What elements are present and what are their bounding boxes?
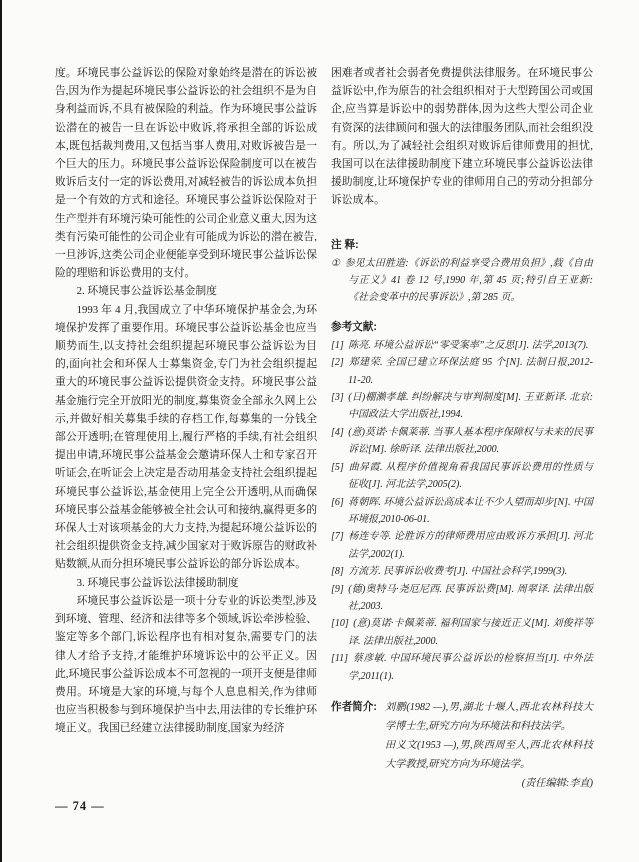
reference-text: (日)棚濑孝雄. 纠纷解决与审判制度[M]. 王亚新译. 北京:中国政法大学出版社,1994. <box>348 392 593 421</box>
reference-text: 杨连专等. 论胜诉方的律师费用应由败诉方承担[J]. 河北法学,2002(1). <box>348 531 593 560</box>
reference-marker: [2] <box>331 357 344 369</box>
reference-marker: [8] <box>331 566 344 578</box>
reference-item <box>331 424 593 459</box>
two-column-text <box>55 64 592 793</box>
author-bio-entries <box>385 698 593 793</box>
reference-text: 方流芳. 民事诉讼收费考[J]. 中国社会科学,1999(3). <box>348 566 568 578</box>
reference-marker: [7] <box>331 531 344 543</box>
page-number: — 74 — <box>55 799 105 813</box>
reference-item <box>331 337 593 354</box>
reference-marker: [6] <box>331 496 344 508</box>
reference-text: 蔡彦敏. 中国环境民事公益诉讼的检察担当[J]. 中外法学,2011(1). <box>348 653 593 682</box>
references-section <box>331 318 593 685</box>
reference-item <box>331 389 593 424</box>
reference-text: 郑建荣. 全国已建立环保法庭 95 个[N]. 法制日报,2012-11-20. <box>348 357 593 386</box>
reference-text: 曲昇霞. 从程序价值视角看我国民事诉讼费用的性质与征收[J]. 河北法学,2005(2). <box>348 461 593 491</box>
body-paragraph: 困难者或者社会弱者免费提供法律服务。在环境民事公益诉讼中,作为原告的社会组织相对于大型跨国公司或国企,应当算是诉讼中的弱势群体,因为这些大型公司企业有资深的法律顾问和强大的法律服务团队,而社会组织没有。所以,为了减轻社会组织对败诉后律师费用的担忧,我国可以在法律援助制度下建立环境民事公益诉讼法律援助制度,让环境保护专业的律师用自己的劳动分担部分诉讼成本。 <box>331 67 593 207</box>
reference-item <box>331 494 593 529</box>
reference-item <box>331 615 593 650</box>
notes-heading: 注 释: <box>331 238 359 251</box>
editor-note: (责任编辑:李直) <box>521 777 593 789</box>
reference-item <box>331 354 593 389</box>
reference-text: (意)莫诺·卡佩莱蒂. 当事人基本程序保障权与未来的民事诉讼[M]. 徐昕译. 法律出版社,2000. <box>348 426 593 456</box>
author-bio-label: 作者简介: <box>331 700 377 713</box>
note-marker: ① <box>331 257 341 269</box>
left-column <box>55 64 317 793</box>
reference-item <box>331 459 593 494</box>
author-bio-entry: 刘鹏(1982 —),男,湖北十堰人,西北农林科技大学博士生,研究方向为环境法和科技法学。 <box>385 701 593 732</box>
author-bio-section <box>331 698 593 793</box>
reference-text: 蒋朝晖. 环境公益诉讼高成本让不少人望而却步[N]. 中国环境报,2010-06-01. <box>348 496 593 525</box>
reference-marker: [1] <box>331 339 344 351</box>
reference-text: (德)奥特马·尧厄尼西. 民事诉讼费[M]. 周翠译. 法律出版社,2003. <box>348 583 593 612</box>
reference-marker: [11] <box>331 653 349 665</box>
reference-marker: [9] <box>331 583 344 595</box>
reference-marker: [3] <box>331 392 344 404</box>
notes-section <box>331 236 593 307</box>
reference-item <box>331 650 593 685</box>
reference-text: 陈亮. 环境公益诉讼“零受案率”之反思[J]. 法学,2013(7). <box>348 339 589 351</box>
reference-marker: [4] <box>331 426 344 438</box>
author-bio-entry: 田义文(1953 —),男,陕西周至人,西北农林科技大学教授,研究方向为环境法学。 <box>385 739 593 770</box>
reference-item <box>331 581 593 616</box>
note-text: 参见太田胜造:《诉讼的利益享受合费用负担》,载《自由与正义》41 卷 12 号,1990 年,第 45 页;特引自王亚新:《社会变革中的民事诉讼》,第 285 页。 <box>344 257 593 304</box>
reference-item <box>331 563 593 580</box>
section-heading: 2. 环境民事公益诉讼基金制度 <box>76 285 217 298</box>
note-item <box>331 255 593 307</box>
reference-text: (意)莫诺·卡佩莱蒂. 福利国家与接近正义[M]. 刘俊祥等译. 法律出版社,2000. <box>348 618 593 647</box>
reference-item <box>331 528 593 563</box>
references-heading: 参考文献: <box>331 320 377 333</box>
body-paragraph: 度。环境民事公益诉讼的保险对象始终是潜在的诉讼被告,因为作为提起环境民事公益诉讼的社会组织不是为自身利益而诉,不具有被保险的利益。作为环境民事公益诉讼潜在的被告一旦在诉讼中败诉,将承担全部的诉讼成本,既包括裁判费用,又包括当事人费用,对败诉被告是一个巨大的压力。环境民事公益诉讼保险制度可以在被告败诉后支付一定的诉讼费用,对减轻被告的诉讼成本负担是一个有效的方式和途径。环境民事公益诉讼保险对于生产型并有环境污染可能性的公司企业意义重大,因为这类有污染可能性的公司企业有可能成为诉讼的潜在被告,一旦涉诉,这类公司企业便能享受到环境民事公益诉讼保险的理赔和诉讼费用的支付。 <box>55 67 317 280</box>
body-paragraph: 环境民事公益诉讼是一项十分专业的诉讼类型,涉及到环境、管理、经济和法律等多个领域,诉讼牵涉检验、鉴定等多个部门,诉讼程序也有相对复杂,需要专门的法律人才给予支持,才能维护环境诉讼中的公平正义。因此,环境民事公益诉讼成本不可忽视的一项开支便是律师费用。环境是大家的环境,与每个人息息相关,作为律师也应当积极参与到环境保护当中去,用法律的专长维护环境正义。我国已经建立法律援助制度,国家为经济 <box>55 594 317 735</box>
scan-edge-artifact <box>0 0 2 862</box>
right-column <box>331 64 593 793</box>
section-heading: 3. 环境民事公益诉讼法律援助制度 <box>76 576 239 589</box>
body-paragraph: 1993 年 4 月,我国成立了中华环境保护基金会,为环境保护发挥了重要作用。环境民事公益诉讼基金也应当顺势而生,以支持社会组织提起环境民事公益诉讼为目的,面向社会和环保人士募集资金,专门为社会组织提起重大的环境民事公益诉讼提供资金支持。环境民事公益基金施行完全开放阳光的制度,募集资金全部永久网上公示,并做好相关募集手续的存档工作,每募集的一分钱全部公开透明;在管理使用上,履行严格的手续,有社会组织提出申请,环境民事公益基金会邀请环保人士和专家召开听证会,在听证会上决定是否动用基金支持社会组织提起环境民事公益诉讼,基金使用上完全公开透明,从而确保环境民事公益基金能够被全社会认可和接纳,赢得更多的环保人士对该项基金的大力支持,为提起环境公益诉讼的社会组织提供资金支持,减少国家对于败诉原告的财政补贴数额,从而分担环境民事公益诉讼的部分诉讼成本。 <box>55 303 317 571</box>
reference-marker: [10] <box>331 618 349 630</box>
reference-marker: [5] <box>331 461 344 473</box>
